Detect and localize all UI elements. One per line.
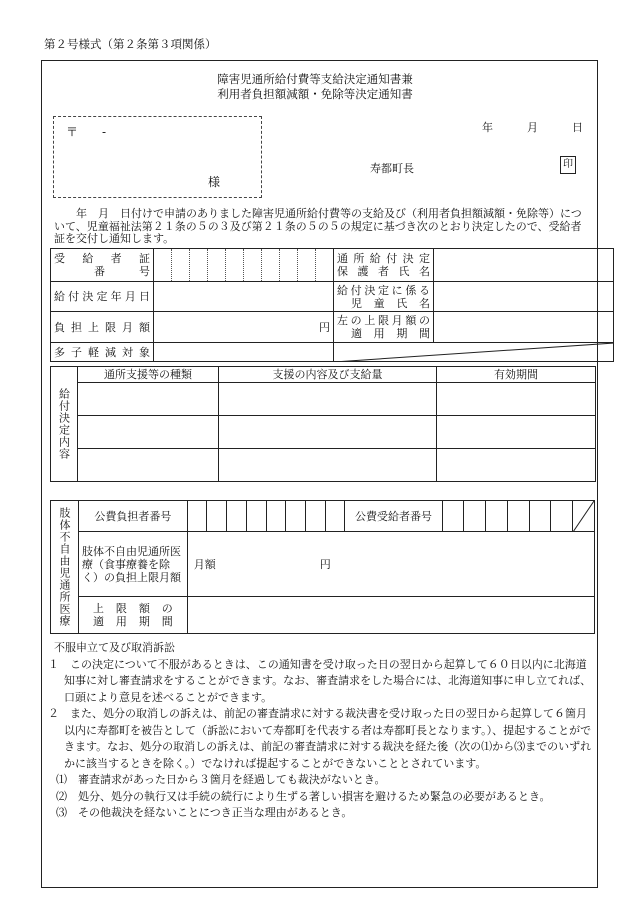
row-medical-period [51, 597, 595, 634]
postal-mark: 〒 - [66, 125, 107, 139]
diagonal-line [334, 343, 614, 362]
recipient-digit-cell-slashed [573, 501, 595, 532]
header-content-amount: 支援の内容及び支給量 [219, 367, 437, 383]
note-2: ２ また、処分の取消しの訴えは、前記の審査請求に対する裁決書を受け取った日の翌日から起算して６箇月以内に寿都町を被告として（訴訟において寿都町を代表する者は寿都町長となります。）、提起することができます。なお、処分の取消しの訴えは、前記の審査請求に対する裁決を経た後（次の⑴から⑶までのいずれかに該当するときを除く。）でなければ提起することができないこととされています。 [48, 707, 592, 770]
appeal-notes [48, 640, 596, 822]
child-label-b: 児童氏名 [351, 296, 430, 310]
cert-digit-cell[interactable] [208, 249, 226, 282]
cert-digit-cell[interactable] [172, 249, 190, 282]
yen-unit: 円 [319, 320, 330, 334]
service-type-field[interactable] [78, 416, 219, 449]
sub-note-1: ⑴ 審査請求があった日から３箇月を経過しても裁決がないとき。 [56, 773, 386, 786]
child-name-field[interactable] [434, 282, 614, 312]
guardian-label-a: 通所給付決定 [337, 252, 430, 265]
date-month: 月 [527, 121, 538, 134]
cert-digit-cell[interactable] [190, 249, 208, 282]
multi-child-diagonal-cell [334, 343, 614, 362]
period-label-b: 適用期間 [92, 615, 173, 628]
payer-digit-cell[interactable] [246, 501, 266, 532]
burden-limit-field[interactable] [154, 312, 334, 343]
medical-limit-label: 肢体不自由児通所医療（食事療養を除く）の負担上限月額 [78, 532, 187, 597]
cell-cert-number-label [51, 249, 154, 282]
row-decision-date [51, 282, 614, 312]
addressee-sama: 様 [208, 175, 221, 189]
row-burden-limit [51, 312, 614, 343]
content-amount-field[interactable] [219, 449, 437, 482]
date-year: 年 [482, 121, 493, 134]
cert-label-a: 受給者証 [54, 252, 150, 265]
valid-period-field[interactable] [437, 383, 596, 416]
payer-digit-cell[interactable] [266, 501, 286, 532]
decision-table [50, 248, 614, 362]
burden-limit-label: 負担上限月額 [51, 312, 154, 343]
medical-side-label: 肢体不自由児通所医療 [51, 501, 79, 634]
limit-period-field[interactable] [434, 312, 614, 343]
slash-line [573, 501, 594, 532]
service-type-field[interactable] [78, 449, 219, 482]
content-header-row [51, 367, 596, 383]
decision-date-field[interactable] [154, 282, 334, 312]
medical-limit-field[interactable] [187, 532, 594, 597]
title-line-1: 障害児通所給付費等支給決定通知書兼 [217, 72, 413, 86]
service-type-field[interactable] [78, 383, 219, 416]
cell-guardian-label [334, 249, 434, 282]
cell-limit-period-label [334, 312, 434, 343]
seal-mark: 印 [560, 156, 576, 174]
sub-note-2: ⑵ 処分、処分の執行又は手続の続行により生ずる著しい損害を避けるため緊急の必要があるとき。 [56, 789, 551, 803]
recipient-digit-cell[interactable] [486, 501, 508, 532]
valid-period-field[interactable] [437, 449, 596, 482]
recipient-digit-cell[interactable] [529, 501, 551, 532]
row-recipient-cert [51, 249, 614, 282]
medical-period-field[interactable] [187, 597, 594, 634]
medical-period-label [78, 597, 187, 634]
recipient-number-label: 公費受給者番号 [345, 501, 442, 532]
payer-number-label: 公費負担者番号 [78, 501, 187, 532]
cert-digit-cell[interactable] [298, 249, 316, 282]
limit-period-label-b: 適用期間 [351, 327, 430, 340]
form-number-label: 第２号様式（第２条第３項関係） [44, 37, 217, 51]
row-payer-number [51, 501, 595, 532]
header-service-type: 通所支援等の種類 [78, 367, 219, 383]
cert-digit-cell[interactable] [244, 249, 262, 282]
row-medical-limit [51, 532, 595, 597]
guardian-name-field[interactable] [434, 249, 614, 282]
content-row [51, 383, 596, 416]
content-amount-field[interactable] [219, 383, 437, 416]
cert-digit-cell[interactable] [154, 249, 172, 282]
decision-content-table [50, 366, 596, 482]
content-row [51, 449, 596, 482]
payer-digit-cell[interactable] [187, 501, 207, 532]
cell-child-label [334, 282, 434, 312]
issuer-name: 寿都町長 [370, 162, 414, 175]
recipient-digit-cell[interactable] [551, 501, 573, 532]
notes-heading: 不服申立て及び取消訴訟 [54, 641, 175, 654]
period-label-a: 上限額の [92, 602, 173, 615]
content-row [51, 416, 596, 449]
header-valid-period: 有効期間 [437, 367, 596, 383]
guardian-label-b: 保護者氏名 [337, 265, 430, 278]
intro-paragraph: 年 月 日付けで申請のありました障害児通所給付費等の支給及び（利用者負担額減額・免除等）について、児童福祉法第２１条の５の３及び第２１条の５の５の規定に基づき次のとおり決定したので、受給者証を交付し通知します。 [54, 207, 582, 245]
decision-date-label: 給付決定年月日 [51, 282, 154, 312]
sub-note-3: ⑶ その他裁決を経ないことにつき正当な理由があるとき。 [56, 806, 353, 819]
decision-content-side-label: 給付決定内容 [51, 367, 78, 482]
date-day: 日 [572, 121, 583, 134]
payer-digit-cell[interactable] [286, 501, 306, 532]
recipient-digit-cell[interactable] [442, 501, 464, 532]
payer-digit-cell[interactable] [227, 501, 247, 532]
monthly-label: 月額 [193, 558, 216, 571]
recipient-digit-cell[interactable] [507, 501, 529, 532]
limit-period-label-a: 左の上限月額の [337, 314, 430, 327]
payer-digit-cell[interactable] [325, 501, 345, 532]
multi-child-field[interactable] [154, 343, 334, 362]
child-label-a: 給付決定に係る [337, 283, 430, 297]
payer-digit-cell[interactable] [305, 501, 325, 532]
note-1: １ この決定について不服があるときは、この通知書を受け取った日の翌日から起算して６０日以内に北海道知事に対し審査請求をすることができます。なお、審査請求をした場合には、北海道知事に申し立てれば、口頭により意見を述べることができます。 [48, 657, 592, 704]
valid-period-field[interactable] [437, 416, 596, 449]
title-line-2: 利用者負担額減額・免除等決定通知書 [217, 87, 413, 101]
row-multi-child [51, 343, 614, 362]
cert-digit-cell[interactable] [262, 249, 280, 282]
yen-label: 円 [319, 558, 331, 571]
multi-child-label: 多子軽減対象 [51, 343, 154, 362]
cert-digit-cell[interactable] [226, 249, 244, 282]
cert-digit-cell[interactable] [280, 249, 298, 282]
cert-digit-cell[interactable] [316, 249, 334, 282]
content-amount-field[interactable] [219, 416, 437, 449]
recipient-digit-cell[interactable] [464, 501, 486, 532]
payer-digit-cell[interactable] [207, 501, 227, 532]
medical-table [50, 500, 595, 634]
cert-label-b: 番号 [94, 265, 150, 278]
